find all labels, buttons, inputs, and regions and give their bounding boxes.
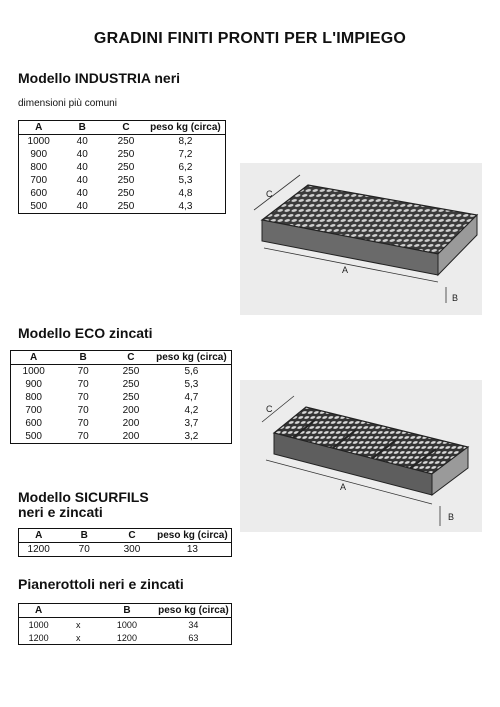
table-row <box>11 391 232 404</box>
column-header: peso kg (circa) <box>152 351 232 365</box>
cell: 250 <box>117 162 135 173</box>
cell: 13 <box>154 543 232 557</box>
cell: 250 <box>117 149 135 160</box>
industria-step-diagram <box>240 163 482 315</box>
cell: 4,3 <box>146 200 226 214</box>
table-row <box>19 161 226 174</box>
fig1-label-b: B <box>452 293 459 303</box>
cell: 70 <box>77 405 89 416</box>
column-header: peso kg (circa) <box>146 121 226 135</box>
column-header <box>58 604 98 618</box>
cell: 40 <box>76 188 88 199</box>
cell: 5,3 <box>146 174 226 187</box>
table-header-row <box>19 121 226 135</box>
table-header-row <box>19 604 232 618</box>
pianerottoli-table <box>18 603 232 645</box>
cell: 800 <box>11 391 57 404</box>
cell: 250 <box>122 392 140 403</box>
eco-step-diagram <box>240 380 482 532</box>
cell: 1000 <box>116 619 137 630</box>
column-header: A <box>11 351 57 365</box>
table-row <box>11 417 232 430</box>
cell: 70 <box>58 543 110 557</box>
cell: 600 <box>19 187 59 200</box>
column-header: C <box>106 121 146 135</box>
cell: 40 <box>76 149 88 160</box>
cell: 4,8 <box>146 187 226 200</box>
cell: 250 <box>122 379 140 390</box>
page-title: GRADINI FINITI PRONTI PER L'IMPIEGO <box>93 30 407 47</box>
cell: 8,2 <box>146 135 226 149</box>
sicurfils-title-line1: Modello SICURFILS <box>18 489 149 505</box>
cell: 70 <box>56 430 110 444</box>
cell: 34 <box>156 618 232 632</box>
cell: 1200 <box>19 543 59 557</box>
industria-table <box>18 120 226 214</box>
column-header: B <box>58 121 106 135</box>
fig1-label-a: A <box>342 265 349 275</box>
industria-subtitle: dimensioni più comuni <box>18 98 117 109</box>
cell: 800 <box>19 161 59 174</box>
table-row <box>19 174 226 187</box>
table-row <box>19 187 226 200</box>
cell: 70 <box>77 379 89 390</box>
table-row <box>19 148 226 161</box>
cell: 250 <box>117 136 135 147</box>
cell: 700 <box>11 404 57 417</box>
column-header: A <box>19 529 59 543</box>
column-header: peso kg (circa) <box>154 529 232 543</box>
cell: 900 <box>19 148 59 161</box>
sicurfils-table <box>18 528 232 557</box>
cell: 250 <box>117 175 135 186</box>
cell: 1000 <box>19 618 59 632</box>
column-header: B <box>58 529 110 543</box>
cell: 300 <box>110 543 154 557</box>
cell: 5,3 <box>152 378 232 391</box>
cell: 40 <box>76 162 88 173</box>
industria-title: Modello INDUSTRIA neri <box>18 70 181 86</box>
cell: 200 <box>122 405 140 416</box>
cell: 40 <box>58 200 106 214</box>
cell: 4,7 <box>152 391 232 404</box>
cell: 700 <box>19 174 59 187</box>
cell: 600 <box>11 417 57 430</box>
fig2-label-c: C <box>266 404 273 414</box>
cell: 70 <box>77 418 89 429</box>
cell: 250 <box>106 200 146 214</box>
fig2-label-a: A <box>340 482 347 492</box>
table-row <box>19 618 232 632</box>
eco-title: Modello ECO zincati <box>18 325 153 341</box>
column-header: A <box>19 121 59 135</box>
column-header: B <box>98 604 156 618</box>
cell: 40 <box>76 175 88 186</box>
cell: 6,2 <box>146 161 226 174</box>
table-row <box>11 378 232 391</box>
cell: 70 <box>77 392 89 403</box>
column-header: C <box>110 351 152 365</box>
cell: 63 <box>156 631 232 645</box>
cell: 1000 <box>19 135 59 149</box>
cell: 3,2 <box>152 430 232 444</box>
column-header: B <box>56 351 110 365</box>
table-row <box>19 543 232 557</box>
cell: 250 <box>117 188 135 199</box>
eco-table <box>10 350 232 444</box>
cell: 250 <box>122 366 140 377</box>
cell: 1200 <box>98 631 156 645</box>
table-row <box>11 365 232 379</box>
cell: 5,6 <box>152 365 232 379</box>
table-header-row <box>11 351 232 365</box>
cell: 40 <box>76 136 88 147</box>
sicurfils-title-line2: neri e zincati <box>18 504 103 520</box>
cell: x <box>75 619 81 630</box>
table-row <box>11 404 232 417</box>
table-row <box>19 631 232 645</box>
fig2-label-b: B <box>448 512 455 522</box>
table-row <box>11 430 232 444</box>
table-row <box>19 135 226 149</box>
table-header-row <box>19 529 232 543</box>
fig1-label-c: C <box>266 189 273 199</box>
cell: 7,2 <box>146 148 226 161</box>
cell: 200 <box>110 430 152 444</box>
cell: 500 <box>11 430 57 444</box>
column-header: peso kg (circa) <box>156 604 232 618</box>
cell: 1200 <box>19 631 59 645</box>
cell: 1000 <box>11 365 57 379</box>
column-header: A <box>19 604 59 618</box>
cell: 4,2 <box>152 404 232 417</box>
cell: 200 <box>122 418 140 429</box>
pianerottoli-title: Pianerottoli neri e zincati <box>18 576 184 592</box>
cell: 500 <box>19 200 59 214</box>
column-header: C <box>110 529 154 543</box>
cell: 70 <box>77 366 89 377</box>
table-row <box>19 200 226 214</box>
cell: 3,7 <box>152 417 232 430</box>
cell: 900 <box>11 378 57 391</box>
cell: x <box>58 631 98 645</box>
